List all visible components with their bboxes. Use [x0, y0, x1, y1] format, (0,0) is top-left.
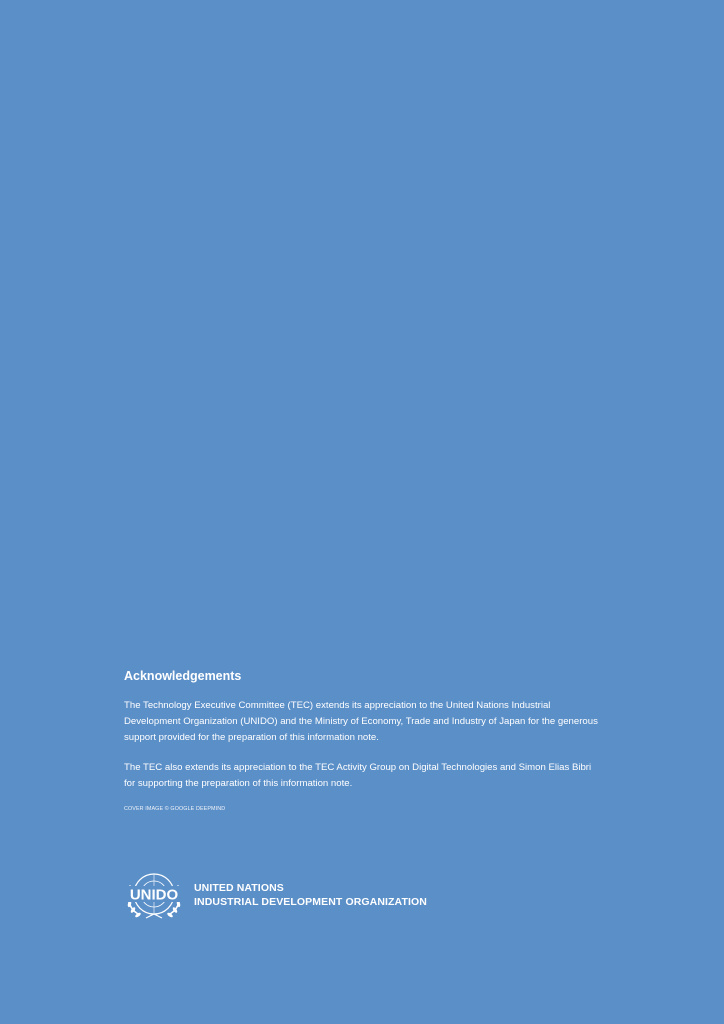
- acknowledgements-section: [124, 668, 604, 812]
- emblem-wordmark: UNIDO: [129, 886, 179, 904]
- organization-name-line-2: INDUSTRIAL DEVELOPMENT ORGANIZATION: [194, 896, 427, 908]
- organization-name: [194, 881, 427, 909]
- acknowledgements-title: Acknowledgements: [124, 669, 242, 683]
- organization-name-line-1: UNITED NATIONS: [194, 882, 284, 894]
- acknowledgements-paragraph-1: The Technology Executive Committee (TEC) extends its appreciation to the United Nations Industrial Development Organization (UNIDO) and the Ministry of Economy, Trade and Industry of Japan for the generous support provided for the preparation of this information note.: [124, 700, 598, 743]
- unido-logo: [124, 868, 427, 922]
- cover-image-credit: COVER IMAGE © GOOGLE DEEPMIND: [124, 806, 226, 812]
- acknowledgements-paragraph-2: The TEC also extends its appreciation to the TEC Activity Group on Digital Technologies and Simon Elias Bibri for supporting the preparation of this information note.: [124, 762, 592, 789]
- un-emblem-icon: [124, 868, 184, 922]
